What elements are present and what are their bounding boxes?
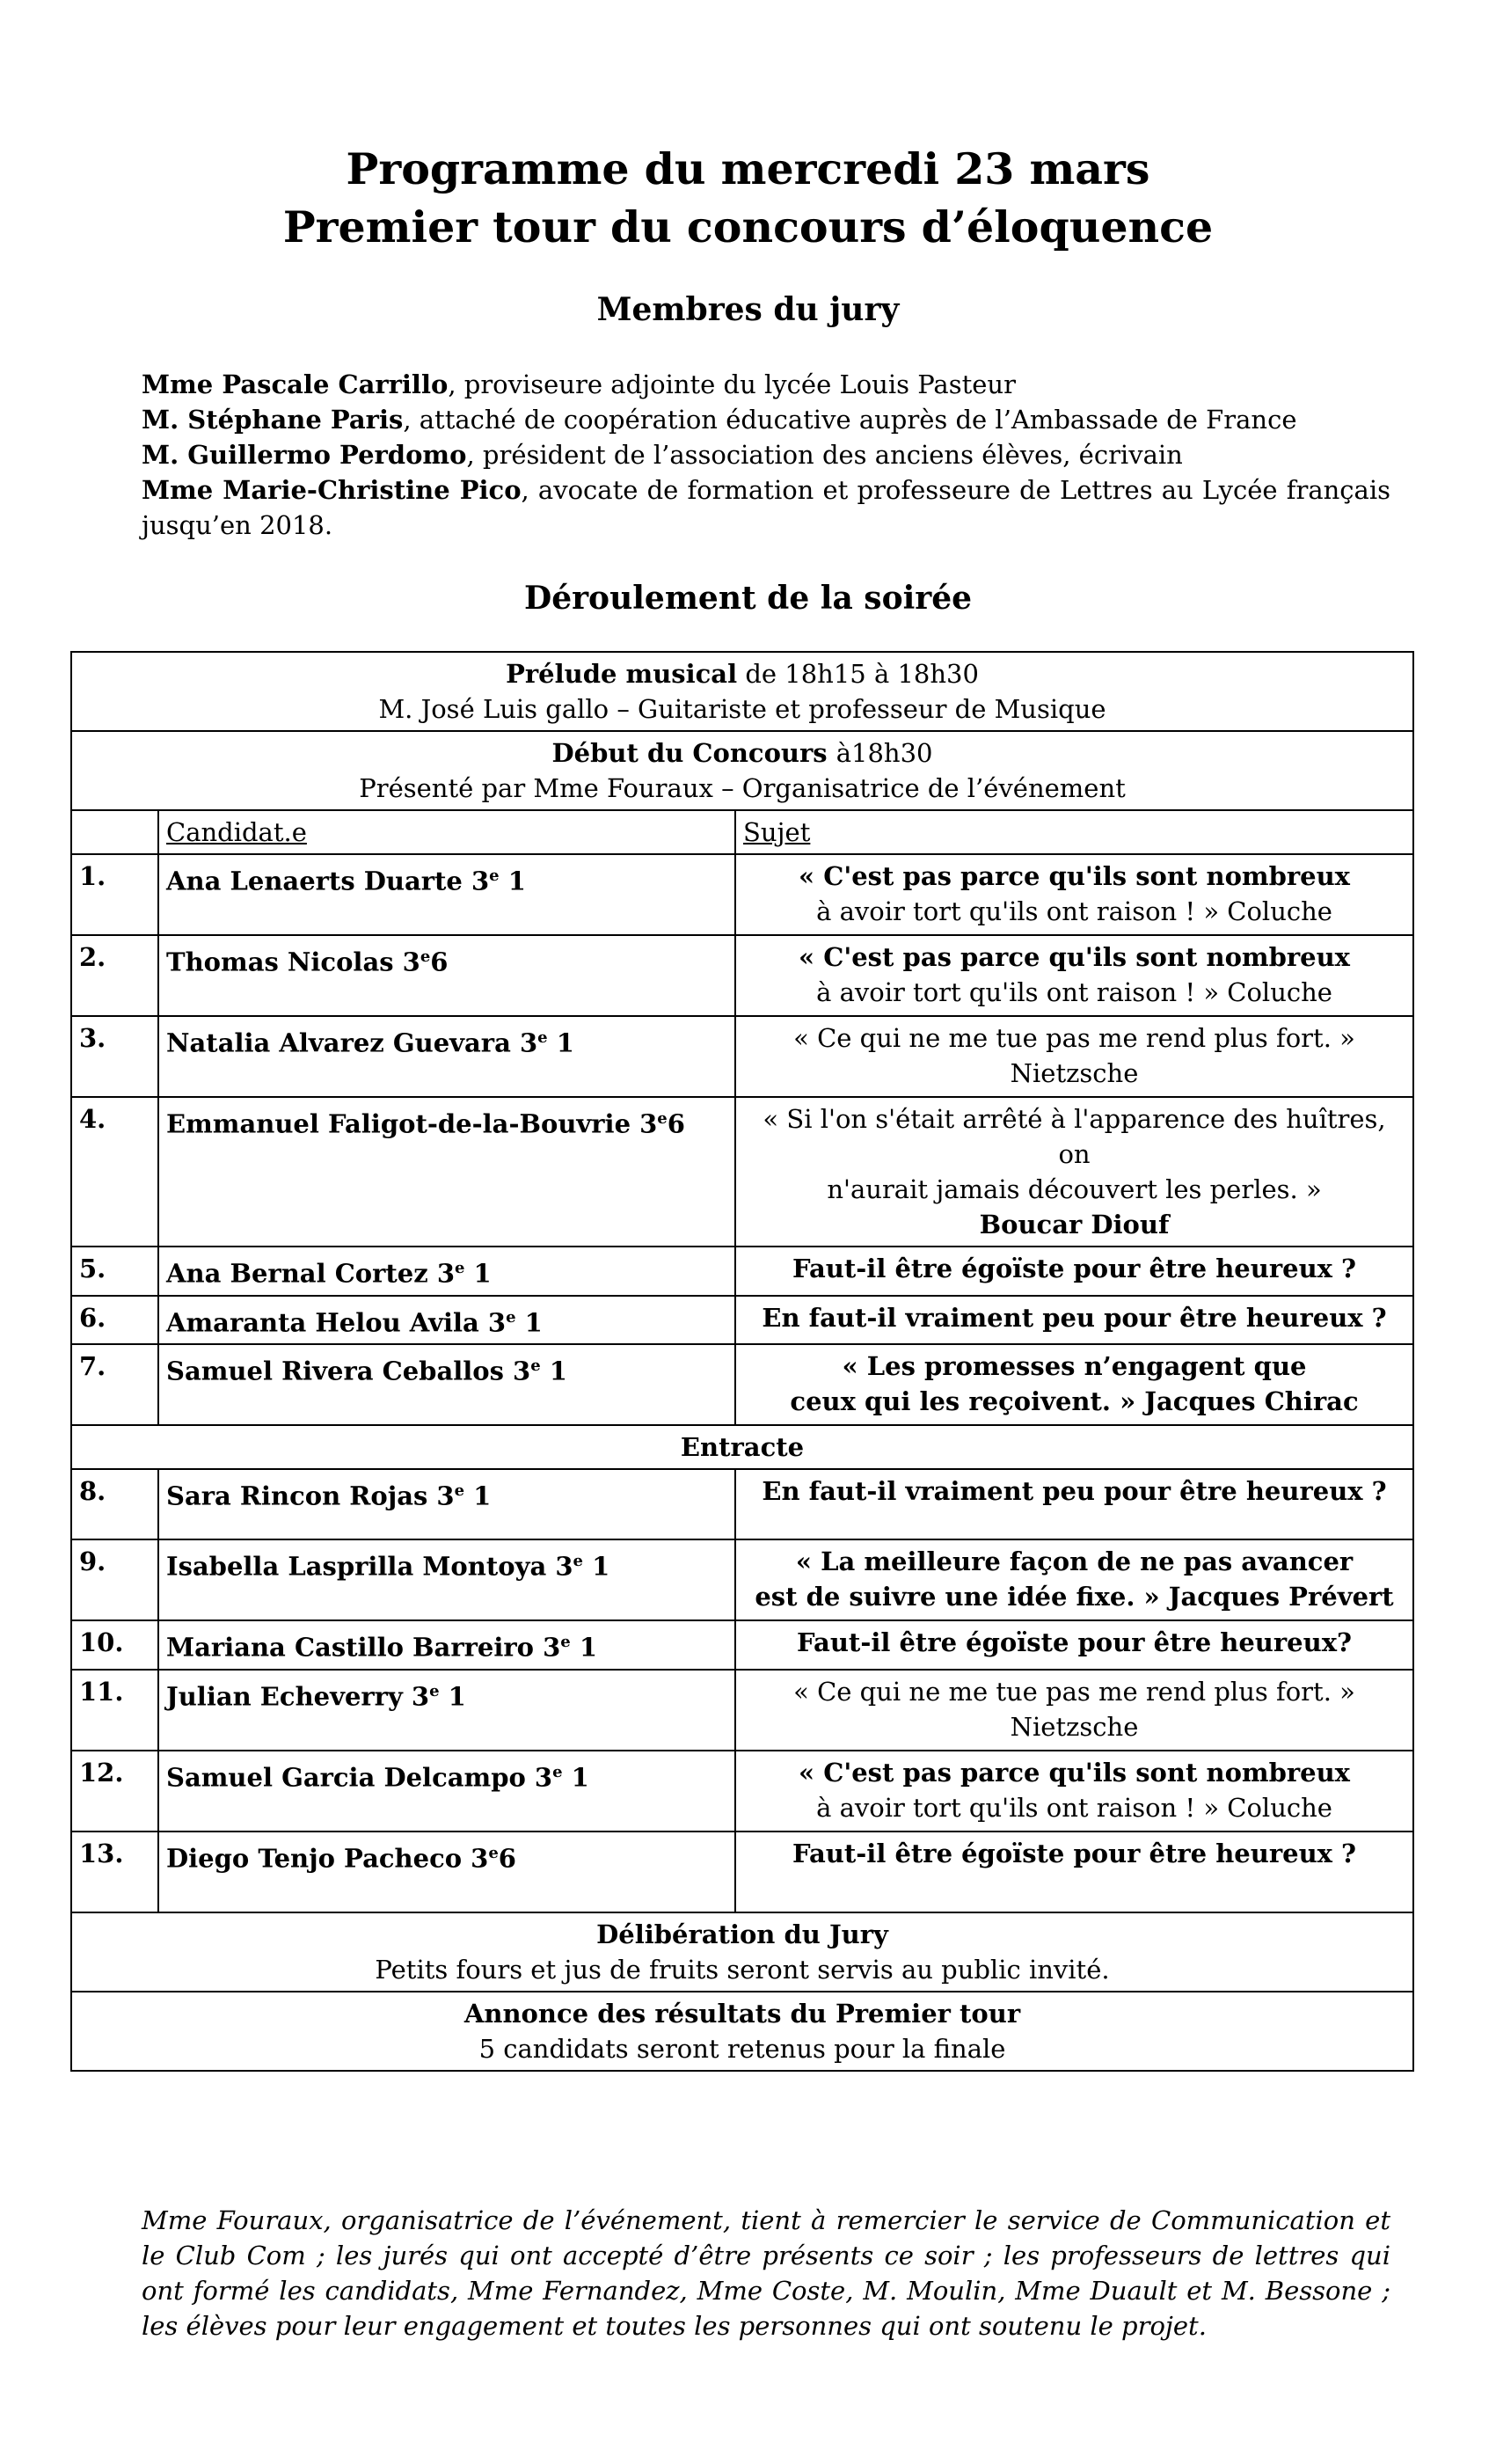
subject-line: « C'est pas parce qu'ils sont nombreux bbox=[799, 1757, 1350, 1788]
prelude-detail: M. José Luis gallo – Guitariste et professeur de Musique bbox=[378, 694, 1106, 724]
annonce-cell bbox=[71, 1992, 1413, 2071]
candidate-row bbox=[71, 1620, 1413, 1670]
candidate-number: 9. bbox=[71, 1539, 158, 1620]
subject-line: à avoir tort qu'ils ont raison ! » Coluche bbox=[816, 977, 1332, 1007]
candidate-number: 13. bbox=[71, 1832, 158, 1912]
class-suffix: 1 bbox=[582, 1551, 610, 1582]
candidate-number: 2. bbox=[71, 935, 158, 1016]
jury-member-name: Mme Pascale Carrillo bbox=[142, 369, 449, 399]
class-superscript: e bbox=[552, 1762, 563, 1781]
page-subtitle: Premier tour du concours d’éloquence bbox=[282, 201, 1214, 252]
subject-line: ceux qui les reçoivent. » Jacques Chirac bbox=[790, 1386, 1359, 1417]
candidate-row bbox=[71, 854, 1413, 935]
class-superscript: e bbox=[560, 1633, 571, 1652]
class-suffix: 1 bbox=[547, 1027, 574, 1058]
debut-time: à18h30 bbox=[836, 738, 933, 768]
candidate-name-cell bbox=[158, 1751, 735, 1832]
candidate-row bbox=[71, 1670, 1413, 1751]
candidate-name-cell bbox=[158, 1469, 735, 1539]
candidate-name: Julian Echeverry 3 bbox=[166, 1681, 430, 1712]
candidate-name: Samuel Rivera Ceballos 3 bbox=[166, 1356, 531, 1386]
class-superscript: e bbox=[506, 1307, 516, 1327]
entracte-row bbox=[71, 1425, 1413, 1469]
subject-line: En faut-il vraiment peu pour être heureux ? bbox=[762, 1302, 1387, 1333]
deliberation-cell bbox=[71, 1912, 1413, 1992]
candidate-row bbox=[71, 1751, 1413, 1832]
candidate-number: 4. bbox=[71, 1097, 158, 1247]
jury-member-role: , avocate de formation et professeure de Lettres au Lycée français jusqu’en 2018. bbox=[142, 475, 1390, 540]
candidate-name-cell bbox=[158, 1620, 735, 1670]
candidate-name: Emmanuel Faligot-de-la-Bouvrie 3 bbox=[166, 1108, 658, 1139]
subject-cell bbox=[735, 1344, 1413, 1425]
subject-line: Faut-il être égoïste pour être heureux? bbox=[797, 1627, 1352, 1658]
candidate-name: Thomas Nicolas 3 bbox=[166, 947, 420, 977]
annonce-detail: 5 candidats seront retenus pour la finale bbox=[478, 2033, 1006, 2064]
class-superscript: e bbox=[455, 1259, 465, 1277]
candidate-name-cell bbox=[158, 1016, 735, 1097]
subject-line: à avoir tort qu'ils ont raison ! » Coluche bbox=[816, 1792, 1332, 1823]
class-suffix: 1 bbox=[562, 1762, 589, 1793]
class-superscript: e bbox=[429, 1681, 440, 1700]
class-superscript: e bbox=[573, 1552, 583, 1571]
candidate-row bbox=[71, 1344, 1413, 1425]
subject-line: « Si l'on s'était arrêté à l'apparence des huîtres, on bbox=[763, 1104, 1386, 1169]
page-title: Programme du mercredi 23 mars bbox=[346, 143, 1150, 194]
jury-member bbox=[142, 402, 1390, 437]
subject-line: « La meilleure façon de ne pas avancer bbox=[795, 1546, 1354, 1577]
candidate-number: 8. bbox=[71, 1469, 158, 1539]
candidate-name: Amaranta Helou Avila 3 bbox=[166, 1307, 507, 1338]
class-superscript: e bbox=[537, 1028, 548, 1047]
candidate-row bbox=[71, 1097, 1413, 1247]
subject-line: Faut-il être égoïste pour être heureux ? bbox=[792, 1254, 1357, 1283]
subject-cell bbox=[735, 1539, 1413, 1620]
candidate-name-cell bbox=[158, 1832, 735, 1912]
subject-cell bbox=[735, 935, 1413, 1016]
jury-member bbox=[142, 472, 1390, 543]
header-candidat-cell bbox=[158, 810, 735, 854]
candidate-number: 5. bbox=[71, 1247, 158, 1296]
candidate-name: Samuel Garcia Delcampo 3 bbox=[166, 1762, 553, 1793]
jury-member-name: M. Guillermo Perdomo bbox=[142, 440, 467, 470]
subject-line: Faut-il être égoïste pour être heureux ? bbox=[792, 1838, 1357, 1868]
candidate-name-cell bbox=[158, 854, 735, 935]
deliberation-detail: Petits fours et jus de fruits seront servis au public invité. bbox=[375, 1954, 1110, 1985]
subject-cell bbox=[735, 1832, 1413, 1912]
class-suffix: 1 bbox=[464, 1481, 492, 1511]
subject-cell bbox=[735, 1247, 1413, 1296]
thanks-note: Mme Fouraux, organisatrice de l’événement, tient à remercier le service de Communication et le Club Com ; les jurés qui ont accepté d’être présents ce soir ; les professeurs de lettres qui ont formé les candidats, Mme Fernandez, Mme Coste, M. Moulin, Mme Duault et M. Bessone ; les élèves pour leur engagement et toutes les personnes qui ont soutenu le projet. bbox=[142, 2205, 1390, 2341]
class-superscript: e bbox=[454, 1481, 465, 1501]
candidate-row bbox=[71, 1247, 1413, 1296]
candidate-name: Natalia Alvarez Guevara 3 bbox=[166, 1027, 538, 1058]
subject-line: « Les promesses n’engagent que bbox=[842, 1351, 1307, 1382]
candidate-name: Mariana Castillo Barreiro 3 bbox=[166, 1632, 561, 1663]
candidate-row bbox=[71, 1296, 1413, 1345]
candidate-name-cell bbox=[158, 1670, 735, 1751]
subject-line: à avoir tort qu'ils ont raison ! » Coluche bbox=[816, 896, 1332, 926]
subject-line: n'aurait jamais découvert les perles. » bbox=[827, 1174, 1322, 1204]
class-superscript: e bbox=[488, 1843, 499, 1862]
debut-cell bbox=[71, 731, 1413, 810]
candidate-number: 12. bbox=[71, 1751, 158, 1832]
header-row bbox=[71, 810, 1413, 854]
class-suffix: 1 bbox=[570, 1632, 597, 1663]
candidate-number: 7. bbox=[71, 1344, 158, 1425]
class-superscript: e bbox=[489, 866, 500, 885]
candidate-name: Ana Bernal Cortez 3 bbox=[166, 1258, 455, 1289]
jury-list bbox=[142, 367, 1390, 543]
annonce-title: Annonce des résultats du Premier tour bbox=[463, 1998, 1021, 2029]
entracte-cell: Entracte bbox=[71, 1425, 1413, 1469]
subject-line: « Ce qui ne me tue pas me rend plus fort. » bbox=[793, 1676, 1355, 1707]
prelude-cell bbox=[71, 652, 1413, 731]
candidate-row bbox=[71, 1832, 1413, 1912]
subject-line: est de suivre une idée fixe. » Jacques Prévert bbox=[755, 1582, 1394, 1612]
class-suffix: 1 bbox=[464, 1258, 492, 1289]
class-suffix: 1 bbox=[499, 866, 526, 896]
candidate-row bbox=[71, 1539, 1413, 1620]
subject-line: « Ce qui ne me tue pas me rend plus fort. » bbox=[793, 1023, 1355, 1053]
subject-cell bbox=[735, 1620, 1413, 1670]
deliberation-title: Délibération du Jury bbox=[596, 1919, 888, 1949]
deliberation-row bbox=[71, 1912, 1413, 1992]
candidate-name-cell bbox=[158, 1247, 735, 1296]
class-superscript: e bbox=[657, 1109, 668, 1128]
jury-member bbox=[142, 437, 1390, 472]
candidate-number: 11. bbox=[71, 1670, 158, 1751]
jury-member-name: Mme Marie-Christine Pico bbox=[142, 475, 522, 505]
col-candidat: Candidat.e bbox=[166, 817, 307, 847]
prelude-row bbox=[71, 652, 1413, 731]
candidate-name-cell bbox=[158, 1097, 735, 1247]
debut-detail: Présenté par Mme Fouraux – Organisatrice de l’événement bbox=[359, 773, 1126, 803]
subject-cell bbox=[735, 854, 1413, 935]
jury-member-role: , président de l’association des anciens élèves, écrivain bbox=[466, 440, 1183, 470]
candidate-name-cell bbox=[158, 1344, 735, 1425]
jury-heading: Membres du jury bbox=[596, 291, 900, 328]
debut-row bbox=[71, 731, 1413, 810]
candidate-name-cell bbox=[158, 935, 735, 1016]
header-sujet-cell bbox=[735, 810, 1413, 854]
prelude-time: de 18h15 à 18h30 bbox=[737, 659, 979, 689]
candidate-name: Sara Rincon Rojas 3 bbox=[166, 1481, 455, 1511]
subject-line: Boucar Diouf bbox=[979, 1210, 1170, 1239]
annonce-row bbox=[71, 1992, 1413, 2071]
subject-line: En faut-il vraiment peu pour être heureux ? bbox=[762, 1476, 1387, 1507]
candidate-row bbox=[71, 935, 1413, 1016]
col-sujet: Sujet bbox=[743, 817, 811, 847]
subject-cell bbox=[735, 1016, 1413, 1097]
candidate-name-cell bbox=[158, 1539, 735, 1620]
prelude-title: Prélude musical bbox=[506, 659, 738, 689]
jury-member bbox=[142, 367, 1390, 402]
class-superscript: e bbox=[420, 947, 431, 966]
candidate-row bbox=[71, 1016, 1413, 1097]
subject-cell bbox=[735, 1670, 1413, 1751]
class-suffix: 6 bbox=[430, 947, 449, 977]
subject-line: « C'est pas parce qu'ils sont nombreux bbox=[799, 942, 1350, 972]
class-suffix: 6 bbox=[498, 1843, 516, 1874]
subject-cell bbox=[735, 1469, 1413, 1539]
subject-cell bbox=[735, 1097, 1413, 1247]
header-num-cell bbox=[71, 810, 158, 854]
programme-table bbox=[70, 651, 1414, 2072]
class-suffix: 6 bbox=[667, 1108, 685, 1139]
subject-line: « C'est pas parce qu'ils sont nombreux bbox=[799, 861, 1350, 891]
jury-member-role: , proviseure adjointe du lycée Louis Pasteur bbox=[448, 369, 1016, 399]
class-superscript: e bbox=[530, 1356, 541, 1376]
subject-cell bbox=[735, 1751, 1413, 1832]
candidate-number: 10. bbox=[71, 1620, 158, 1670]
debut-title: Début du Concours bbox=[551, 738, 836, 768]
candidate-row bbox=[71, 1469, 1413, 1539]
class-suffix: 1 bbox=[540, 1356, 567, 1386]
candidate-name: Ana Lenaerts Duarte 3 bbox=[166, 866, 490, 896]
class-suffix: 1 bbox=[515, 1307, 543, 1338]
subject-cell bbox=[735, 1296, 1413, 1345]
candidate-name-cell bbox=[158, 1296, 735, 1345]
soiree-heading: Déroulement de la soirée bbox=[523, 580, 973, 617]
candidate-number: 3. bbox=[71, 1016, 158, 1097]
candidate-number: 6. bbox=[71, 1296, 158, 1345]
jury-member-role: , attaché de coopération éducative auprès de l’Ambassade de France bbox=[403, 405, 1297, 435]
candidate-name: Diego Tenjo Pacheco 3 bbox=[166, 1843, 489, 1874]
candidate-number: 1. bbox=[71, 854, 158, 935]
class-suffix: 1 bbox=[439, 1681, 466, 1712]
jury-member-name: M. Stéphane Paris bbox=[142, 405, 404, 435]
subject-line: Nietzsche bbox=[1010, 1711, 1139, 1742]
subject-line: Nietzsche bbox=[1010, 1058, 1139, 1088]
candidate-name: Isabella Lasprilla Montoya 3 bbox=[166, 1551, 573, 1582]
